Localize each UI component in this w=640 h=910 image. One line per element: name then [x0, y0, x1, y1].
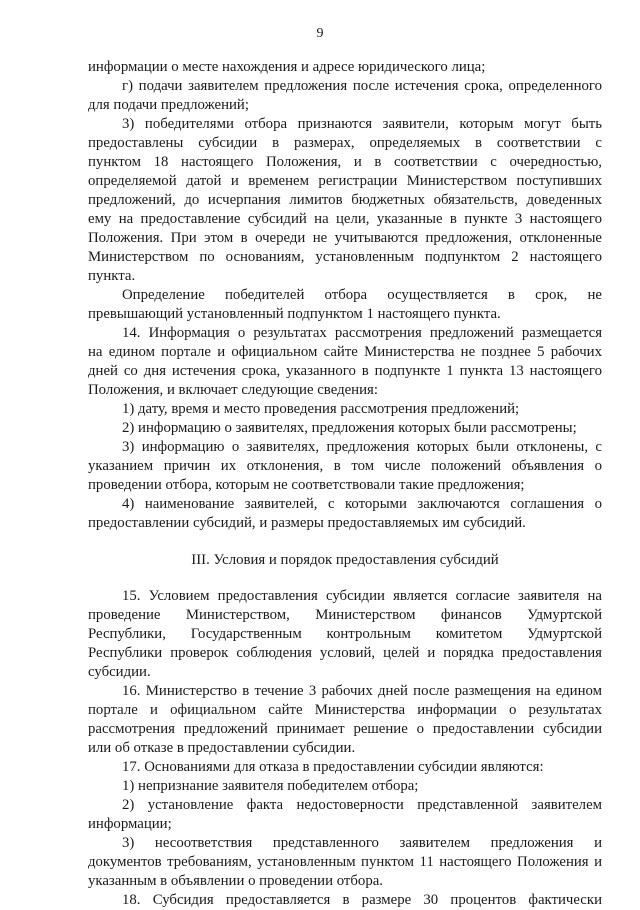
text-line: ему на предоставление субсидий на цели, указанные в пункте 3 настоящего — [88, 211, 602, 227]
text-line: 4) наименование заявителей, с которыми заключаются соглашения о — [122, 496, 602, 512]
text-line: проведении отбора, которым не соответствовали такие предложения; — [88, 477, 525, 493]
text-line: предложений, до исчерпания лимитов бюджетных обязательств, доведенных — [88, 192, 602, 208]
text-line: Республики проверок соблюдения условий, целей и порядка предоставления — [88, 645, 602, 661]
text-line: субсидии. — [88, 664, 151, 680]
text-line: информации; — [88, 816, 172, 832]
text-line: превышающий установленный подпунктом 1 настоящего пункта. — [88, 306, 501, 322]
section-heading: III. Условия и порядок предоставления субсидий — [191, 552, 499, 568]
text-line: портале и официальном сайте Министерства информации о результатах — [88, 702, 602, 718]
text-line: 3) несоответствия представленного заявителем предложения и — [122, 835, 602, 851]
text-line: 18. Субсидия предоставляется в размере 30 процентов фактически — [122, 892, 602, 908]
text-line: Определение победителей отбора осуществляется в срок, не — [122, 287, 602, 303]
text-line: Республики, Государственным контрольным комитетом Удмуртской — [88, 626, 602, 642]
text-line: Положения, и включает следующие сведения: — [88, 382, 378, 398]
text-line: предоставлены субсидии в размерах, определяемых в соответствии с — [88, 135, 602, 151]
text-line: пункта. — [88, 268, 136, 284]
text-line: определяемой датой и временем регистрации Министерством поступивших — [88, 173, 602, 189]
text-line: или об отказе в предоставлении субсидии. — [88, 740, 356, 756]
text-line: указанным в объявлении о проведении отбора. — [88, 873, 383, 889]
text-line: 14. Информация о результатах рассмотрения предложений размещается — [122, 325, 602, 341]
text-line: на едином портале и официальном сайте Министерства не позднее 5 рабочих — [88, 344, 602, 360]
text-line: 1) дату, время и место проведения рассмотрения предложений; — [122, 401, 520, 417]
text-line: Министерством по основаниям, установленным подпунктом 2 настоящего — [88, 249, 602, 265]
text-line: проведение Министерством, Министерством финансов Удмуртской — [88, 607, 602, 623]
text-line: 2) установление факта недостоверности представленной заявителем — [122, 797, 602, 813]
text-line: 3) победителями отбора признаются заявители, которым могут быть — [122, 116, 602, 132]
text-line: 1) непризнание заявителя победителем отбора; — [122, 778, 419, 794]
text-line: рассмотрения предложений принимает решение о предоставлении субсидии — [88, 721, 602, 737]
text-line: г) подачи заявителем предложения после истечения срока, определенного — [122, 78, 602, 94]
text-line: указанием причин их отклонения, в том числе положений объявления о — [88, 458, 602, 474]
text-line: 15. Условием предоставления субсидии является согласие заявителя на — [122, 588, 602, 604]
text-line: для подачи предложений; — [88, 97, 249, 113]
text-line: предоставлении субсидий, и размеры предоставляемых им субсидий. — [88, 515, 526, 531]
text-line: дней со дня истечения срока, указанного в подпункте 1 пункта 13 настоящего — [88, 363, 602, 379]
text-line: пунктом 18 настоящего Положения, и в соответствии с очередностью, — [88, 154, 602, 170]
text-line: 17. Основаниями для отказа в предоставлении субсидии являются: — [122, 759, 544, 775]
text-line: 3) информацию о заявителях, предложения которых были отклонены, с — [122, 439, 602, 455]
text-line: документов требованиям, установленным пунктом 11 настоящего Положения и — [88, 854, 602, 870]
text-line: Положения. При этом в очереди не учитываются предложения, отклоненные — [88, 230, 602, 246]
text-line: информации о месте нахождения и адресе юридического лица; — [88, 59, 486, 75]
text-line: 2) информацию о заявителях, предложения которых были рассмотрены; — [122, 420, 577, 436]
page-number: 9 — [316, 26, 324, 41]
text-line: 16. Министерство в течение 3 рабочих дней после размещения на едином — [122, 683, 602, 699]
